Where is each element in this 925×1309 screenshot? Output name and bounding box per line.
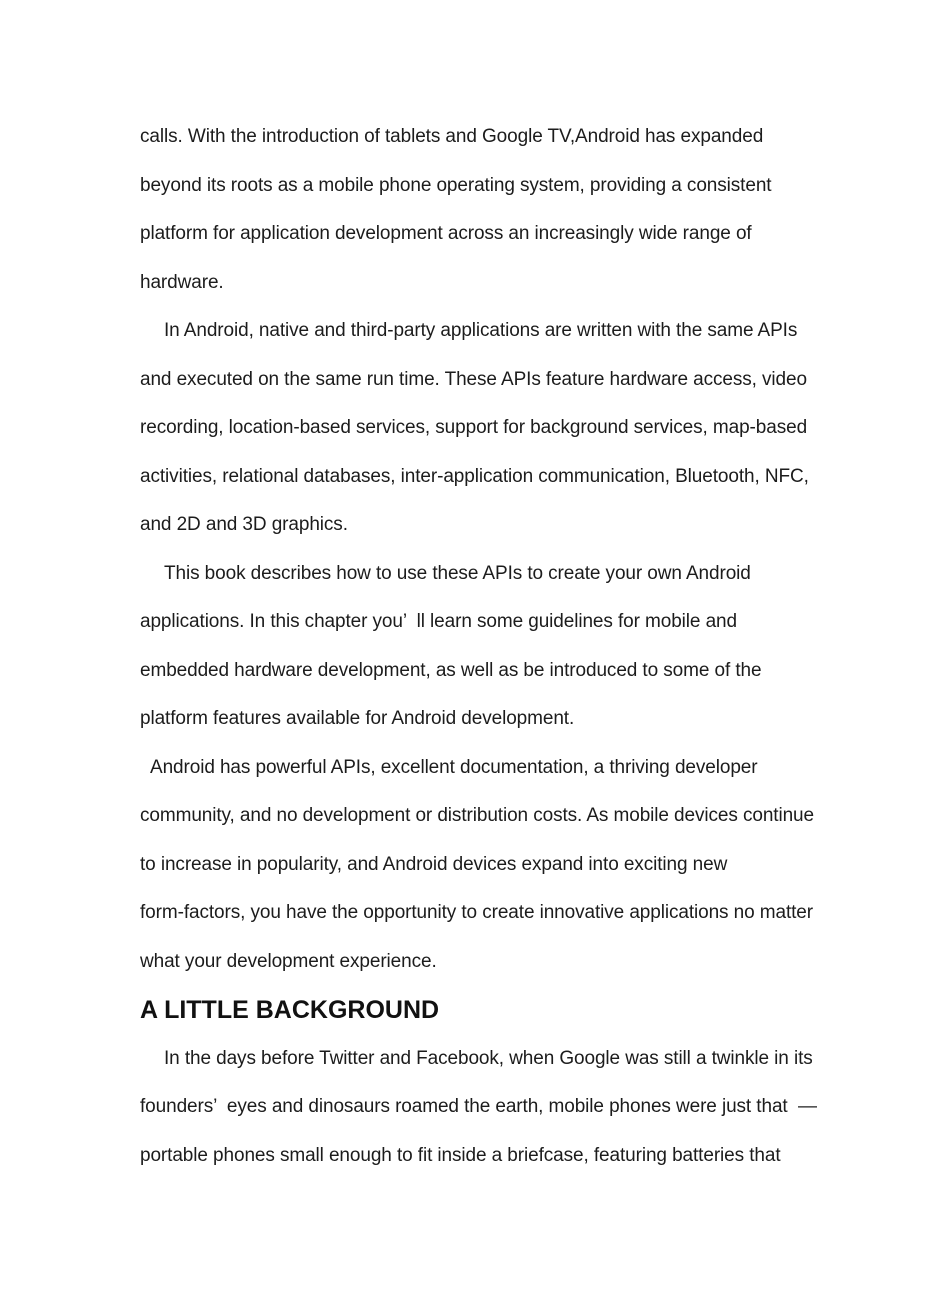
text-line: portable phones small enough to fit inside a briefcase, featuring batteries that [140, 1144, 781, 1166]
text-line: to increase in popularity, and Android devices expand into exciting new [140, 853, 728, 875]
text-line: platform for application development across an increasingly wide range of [140, 223, 752, 244]
text-line: Android has powerful APIs, excellent documentation, a thriving developer [150, 756, 758, 778]
paragraph [140, 744, 814, 987]
document-content [140, 113, 817, 1180]
text-line: applications. In this chapter you’ ll learn some guidelines for mobile and [140, 611, 737, 632]
text-line: In the days before Twitter and Facebook, when Google was still a twinkle in its [164, 1047, 813, 1069]
text-line: form-factors, you have the opportunity to create innovative applications no matter [140, 902, 813, 923]
text-line: calls. With the introduction of tablets and Google TV,Android has expanded [140, 126, 764, 147]
text-line: recording, location-based services, support for background services, map-based [140, 417, 808, 438]
text-line: and executed on the same run time. These APIs feature hardware access, video [140, 368, 807, 390]
text-line: activities, relational databases, inter-application communication, Bluetooth, NFC, [140, 465, 809, 487]
paragraph [140, 113, 800, 307]
text-line: community, and no development or distribution costs. As mobile devices continue [140, 805, 814, 826]
paragraph [140, 307, 809, 550]
paragraph [140, 1035, 817, 1181]
text-line: This book describes how to use these APIs to create your own Android [164, 562, 751, 584]
paragraph [140, 550, 800, 744]
text-line: beyond its roots as a mobile phone operating system, providing a consistent [140, 174, 772, 196]
text-line: platform features available for Android development. [140, 708, 575, 729]
text-line: In Android, native and third-party applications are written with the same APIs [164, 320, 798, 341]
text-line: hardware. [140, 271, 224, 293]
text-line: what your development experience. [140, 950, 437, 972]
text-line: and 2D and 3D graphics. [140, 514, 348, 535]
text-line: embedded hardware development, as well as be introduced to some of the [140, 659, 762, 681]
text-line: founders’ eyes and dinosaurs roamed the earth, mobile phones were just that — [140, 1096, 817, 1117]
section-heading: A LITTLE BACKGROUND [140, 996, 440, 1024]
